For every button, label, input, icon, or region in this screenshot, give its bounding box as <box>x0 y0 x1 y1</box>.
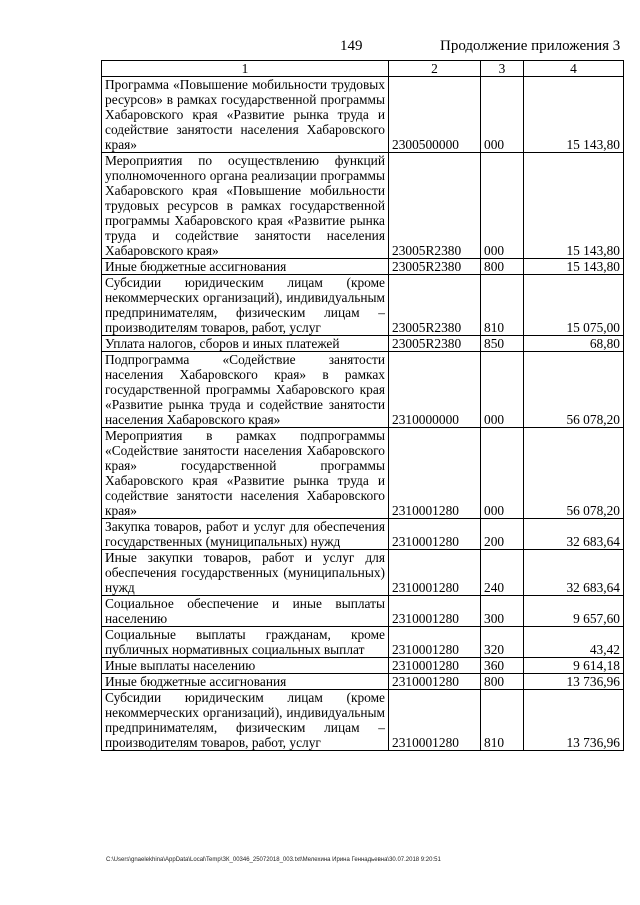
row-code: 2310001280 <box>389 596 481 627</box>
row-code: 2310001280 <box>389 428 481 519</box>
row-sum: 15 143,80 <box>524 77 624 153</box>
row-sum: 15 075,00 <box>524 275 624 336</box>
row-code: 2310001280 <box>389 550 481 596</box>
row-type: 800 <box>481 259 524 275</box>
row-name: Иные бюджетные ассигнования <box>102 674 389 690</box>
row-type: 000 <box>481 77 524 153</box>
row-code: 23005R2380 <box>389 336 481 352</box>
row-type: 320 <box>481 627 524 658</box>
row-sum: 68,80 <box>524 336 624 352</box>
row-sum: 13 736,96 <box>524 674 624 690</box>
row-code: 23005R2380 <box>389 153 481 259</box>
row-sum: 32 683,64 <box>524 519 624 550</box>
table-row <box>102 77 624 153</box>
row-code: 2310001280 <box>389 674 481 690</box>
row-type: 300 <box>481 596 524 627</box>
table-row <box>102 674 624 690</box>
row-name: Социальные выплаты гражданам, кроме публичных нормативных социальных выплат <box>102 627 389 658</box>
table-row <box>102 275 624 336</box>
row-name: Уплата налогов, сборов и иных платежей <box>102 336 389 352</box>
table-row <box>102 259 624 275</box>
row-type: 200 <box>481 519 524 550</box>
file-path-footer: C:\Users\gnaelekhina\AppData\Local\Temp\ЗК_00346_25072018_003.txt\Мелехина Ирина Геннадьевна\30.07.2018 9:20:51 <box>106 857 441 863</box>
row-name: Иные выплаты населению <box>102 658 389 674</box>
row-type: 810 <box>481 690 524 751</box>
table-row <box>102 336 624 352</box>
row-name: Иные бюджетные ассигнования <box>102 259 389 275</box>
row-sum: 15 143,80 <box>524 153 624 259</box>
row-code: 2310001280 <box>389 690 481 751</box>
row-type: 360 <box>481 658 524 674</box>
row-code: 2310001280 <box>389 627 481 658</box>
table-row <box>102 690 624 751</box>
row-name: Иные закупки товаров, работ и услуг для обеспечения государственных (муниципальных) нужд <box>102 550 389 596</box>
row-code: 2310000000 <box>389 352 481 428</box>
row-name: Программа «Повышение мобильности трудовых ресурсов» в рамках государственной программы Хабаровского края «Развитие рынка труда и содействие занятости населения Хабаровского края» <box>102 77 389 153</box>
row-sum: 13 736,96 <box>524 690 624 751</box>
continuation-heading: Продолжение приложения 3 <box>440 38 621 54</box>
row-code: 2310001280 <box>389 658 481 674</box>
row-name: Мероприятия по осуществлению функций уполномоченного органа реализации программы Хабаровского края «Повышение мобильности трудовых ресурсов в рамках государственной программы Хабаровского края «Развитие рынка труда и содействие занятости населения Хабаровского края» <box>102 153 389 259</box>
table-row <box>102 352 624 428</box>
column-header: 2 <box>389 61 481 77</box>
column-header: 1 <box>102 61 389 77</box>
row-type: 850 <box>481 336 524 352</box>
row-code: 2310001280 <box>389 519 481 550</box>
budget-table <box>101 60 624 751</box>
row-name: Субсидии юридическим лицам (кроме некоммерческих организаций), индивидуальным предпринимателям, физическим лицам – производителям товаров, работ, услуг <box>102 275 389 336</box>
row-type: 810 <box>481 275 524 336</box>
row-code: 2300500000 <box>389 77 481 153</box>
table-row <box>102 596 624 627</box>
row-sum: 56 078,20 <box>524 352 624 428</box>
row-name: Субсидии юридическим лицам (кроме некоммерческих организаций), индивидуальным предпринимателям, физическим лицам – производителям товаров, работ, услуг <box>102 690 389 751</box>
column-header: 4 <box>524 61 624 77</box>
column-header: 3 <box>481 61 524 77</box>
row-name: Социальное обеспечение и иные выплаты населению <box>102 596 389 627</box>
row-sum: 9 657,60 <box>524 596 624 627</box>
row-name: Подпрограмма «Содействие занятости населения Хабаровского края» в рамках государственной программы Хабаровского края «Развитие рынка труда и содействие занятости населения Хабаровского края» <box>102 352 389 428</box>
row-name: Закупка товаров, работ и услуг для обеспечения государственных (муниципальных) нужд <box>102 519 389 550</box>
table-header-row <box>102 61 624 77</box>
table-row <box>102 153 624 259</box>
table-row <box>102 550 624 596</box>
row-sum: 43,42 <box>524 627 624 658</box>
row-type: 240 <box>481 550 524 596</box>
row-type: 000 <box>481 153 524 259</box>
row-sum: 32 683,64 <box>524 550 624 596</box>
row-name: Мероприятия в рамках подпрограммы «Содействие занятости населения Хабаровского края» государственной программы Хабаровского края «Развитие рынка труда и содействие занятости населения Хабаровского края» <box>102 428 389 519</box>
table-row <box>102 428 624 519</box>
row-type: 000 <box>481 352 524 428</box>
table-row <box>102 627 624 658</box>
page-number: 149 <box>340 38 363 54</box>
row-code: 23005R2380 <box>389 275 481 336</box>
row-code: 23005R2380 <box>389 259 481 275</box>
row-sum: 9 614,18 <box>524 658 624 674</box>
row-type: 800 <box>481 674 524 690</box>
row-sum: 15 143,80 <box>524 259 624 275</box>
row-sum: 56 078,20 <box>524 428 624 519</box>
table-row <box>102 519 624 550</box>
table-row <box>102 658 624 674</box>
row-type: 000 <box>481 428 524 519</box>
